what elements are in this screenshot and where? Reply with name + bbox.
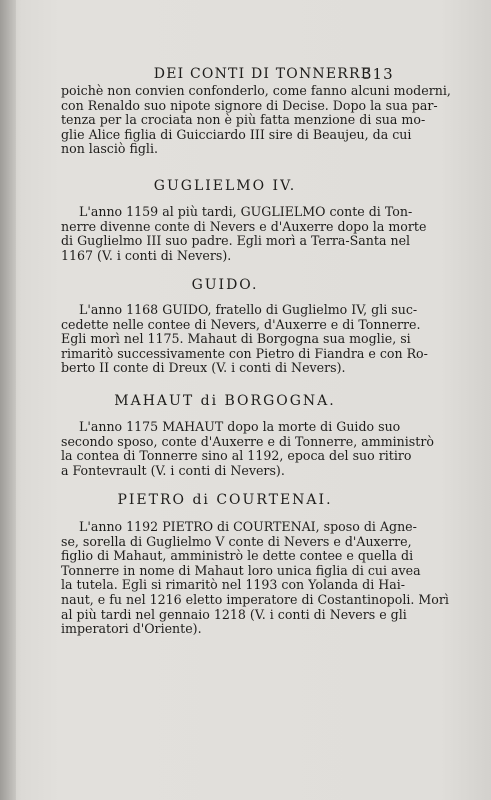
running-title: DEI CONTI DI TONNERRE (153, 66, 373, 82)
text-line: poichè non convien confonderlo, come fanno alcuni moderni, (61, 83, 451, 98)
text-line: figlio di Mahaut, amministrò le dette contee e quella di (61, 548, 414, 564)
text-line: nerre divenne conte di Nevers e d'Auxerre dopo la morte (61, 218, 427, 234)
section-heading: GUIDO. (191, 277, 259, 293)
text-line: L'anno 1175 MAHAUT dopo la morte di Guido suo (79, 419, 401, 434)
text-line: cedette nelle contee di Nevers, d'Auxerre e di Tonnerre. (61, 316, 421, 332)
text-line: se, sorella di Guglielmo V conte di Nevers e d'Auxerre, (61, 533, 412, 549)
text-line: la tutela. Egli si rimaritò nel 1193 con Yolanda di Hai- (61, 577, 406, 593)
text-line: glie Alice figlia di Guicciardo III sire di Beaujeu, da cui (61, 126, 412, 142)
text-line: L'anno 1159 al più tardi, GUGLIELMO conte di Ton- (79, 204, 413, 219)
text-line: Egli morì nel 1175. Mahaut di Borgogna sua moglie, si (61, 331, 411, 347)
text-line: Tonnerre in nome di Mahaut loro unica figlia di cui avea (61, 562, 421, 578)
text-line: la contea di Tonnerre sino al 1192, epoca del suo ritiro (61, 448, 412, 464)
text-line: L'anno 1192 PIETRO di COURTENAI, sposo di Agne- (79, 519, 417, 534)
text-line: di Guglielmo III suo padre. Egli morì a Terra-Santa nel (61, 233, 411, 249)
text-line: a Fontevrault (V. i conti di Nevers). (61, 462, 285, 478)
text-line: rimaritò successivamente con Pietro di Fiandra e con Ro- (61, 345, 428, 361)
text-line: naut, e fu nel 1216 eletto imperatore di Costantinopoli. Morì (61, 591, 449, 607)
section-paragraph (61, 419, 434, 478)
text-line: berto II conte di Dreux (V. i conti di Nevers). (61, 360, 346, 376)
section-paragraph (61, 302, 428, 376)
text-line: L'anno 1168 GUIDO, fratello di Guglielmo IV, gli suc- (79, 302, 418, 317)
text-line: secondo sposo, conte d'Auxerre e di Tonnerre, amministrò (61, 433, 434, 449)
text-line: imperatori d'Oriente). (61, 621, 202, 637)
text-line: al più tardi nel gennaio 1218 (V. i conti di Nevers e gli (61, 606, 407, 622)
section-paragraph (61, 204, 427, 263)
section-heading: PIETRO di COURTENAI. (117, 492, 333, 508)
text-line: non lasciò figli. (61, 141, 158, 157)
text-line: 1167 (V. i conti di Nevers). (61, 247, 232, 263)
book-spine-shadow (0, 0, 16, 800)
text-line: con Renaldo suo nipote signore di Decise. Dopo la sua par- (61, 97, 438, 113)
section-heading: GUGLIELMO IV. (153, 178, 297, 194)
page-number: 313 (362, 65, 394, 83)
text-line: tenza per la crociata non è più fatta menzione di sua mo- (61, 112, 426, 128)
section-heading: MAHAUT di BORGOGNA. (114, 393, 336, 409)
intro-paragraph (61, 83, 451, 157)
section-paragraph (61, 519, 449, 637)
